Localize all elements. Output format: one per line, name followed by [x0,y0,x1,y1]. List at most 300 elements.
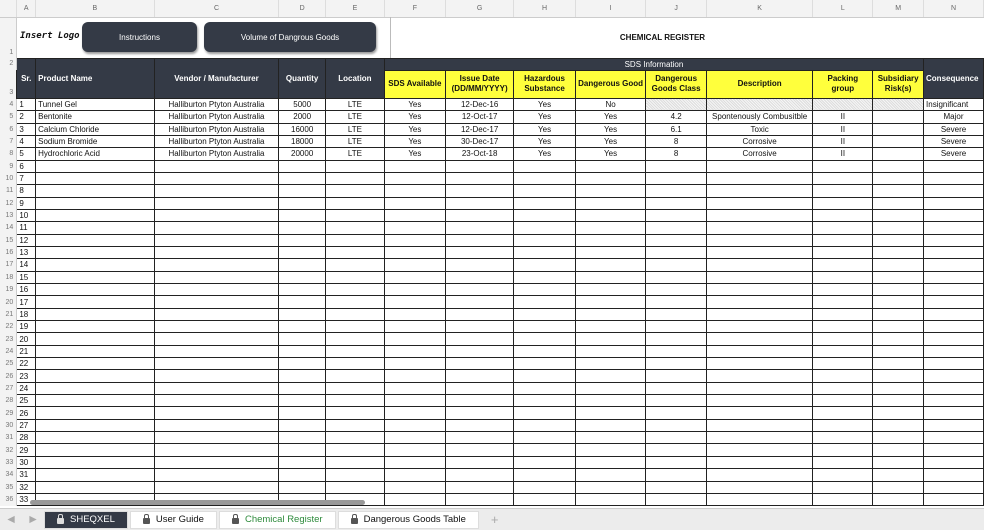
cell-dg-class[interactable] [646,185,706,197]
cell-hazardous[interactable] [514,395,575,407]
cell-consequence[interactable] [924,481,984,493]
cell-sds-available[interactable]: Yes [384,98,445,110]
cell-hazardous[interactable] [514,246,575,258]
cell-description[interactable] [706,308,813,320]
cell-description[interactable] [706,296,813,308]
cell-description[interactable] [706,444,813,456]
cell-product-name[interactable]: Bentonite [36,111,154,123]
cell-dg-class[interactable] [646,209,706,221]
cell-sds-available[interactable]: Yes [384,148,445,160]
cell-location[interactable]: LTE [325,135,384,147]
cell-hazardous[interactable] [514,271,575,283]
cell-packing-group[interactable]: II [813,111,873,123]
cell-location[interactable] [325,345,384,357]
cell-sr[interactable]: 20 [17,333,36,345]
cell-product-name[interactable] [36,456,154,468]
cell-product-name[interactable] [36,444,154,456]
cell-quantity[interactable] [279,284,326,296]
column-header[interactable]: E [325,0,384,17]
cell-dangerous-good[interactable] [575,246,646,258]
cell-packing-group[interactable] [813,321,873,333]
cell-sr[interactable]: 24 [17,382,36,394]
cell-sr[interactable]: 19 [17,321,36,333]
cell-consequence[interactable] [924,432,984,444]
cell-subsidiary-risk[interactable] [873,370,924,382]
cell-product-name[interactable] [36,284,154,296]
cell-description[interactable] [706,382,813,394]
cell-packing-group[interactable] [813,469,873,481]
cell-sr[interactable]: 2 [17,111,36,123]
cell-hazardous[interactable] [514,321,575,333]
cell-location[interactable] [325,481,384,493]
cell-consequence[interactable]: Severe [924,135,984,147]
cell-issue-date[interactable]: 12-Oct-17 [445,111,514,123]
cell-subsidiary-risk[interactable] [873,222,924,234]
column-header[interactable]: I [575,0,646,17]
cell-description[interactable] [706,345,813,357]
cell-product-name[interactable] [36,321,154,333]
cell-vendor[interactable] [154,172,279,184]
cell-packing-group[interactable] [813,296,873,308]
cell-dg-class[interactable] [646,444,706,456]
cell-location[interactable] [325,333,384,345]
cell-description[interactable] [706,172,813,184]
cell-issue-date[interactable] [445,382,514,394]
cell-description[interactable]: Corrosive [706,135,813,147]
cell-location[interactable] [325,456,384,468]
cell-hazardous[interactable] [514,493,575,505]
cell-vendor[interactable] [154,197,279,209]
cell-consequence[interactable] [924,271,984,283]
cell-hazardous[interactable] [514,222,575,234]
cell-subsidiary-risk[interactable] [873,481,924,493]
cell-subsidiary-risk[interactable] [873,382,924,394]
prev-sheet-icon[interactable]: ◀ [7,514,15,525]
cell-description[interactable]: Corrosive [706,148,813,160]
cell-description[interactable] [706,271,813,283]
cell-hazardous[interactable] [514,234,575,246]
cell-location[interactable] [325,209,384,221]
cell-sr[interactable]: 5 [17,148,36,160]
cell-issue-date[interactable] [445,493,514,505]
cell-packing-group[interactable] [813,209,873,221]
cell-consequence[interactable] [924,407,984,419]
cell-hazardous[interactable]: Yes [514,123,575,135]
cell-sds-available[interactable] [384,296,445,308]
cell-vendor[interactable] [154,222,279,234]
cell-issue-date[interactable] [445,160,514,172]
cell-sr[interactable]: 26 [17,407,36,419]
cell-packing-group[interactable] [813,333,873,345]
cell-vendor[interactable]: Halliburton Ptyton Australia [154,98,279,110]
cell-issue-date[interactable] [445,432,514,444]
cell-packing-group[interactable] [813,98,873,110]
cell-vendor[interactable] [154,259,279,271]
cell-dangerous-good[interactable] [575,271,646,283]
cell-dg-class[interactable] [646,234,706,246]
column-header[interactable]: N [924,0,984,17]
cell-issue-date[interactable] [445,271,514,283]
cell-hazardous[interactable] [514,370,575,382]
cell-sr[interactable]: 30 [17,456,36,468]
cell-quantity[interactable] [279,382,326,394]
cell-vendor[interactable] [154,444,279,456]
cell-sr[interactable]: 29 [17,444,36,456]
cell-sds-available[interactable] [384,284,445,296]
cell-dg-class[interactable] [646,246,706,258]
cell-dangerous-good[interactable] [575,419,646,431]
cell-issue-date[interactable] [445,209,514,221]
cell-consequence[interactable] [924,456,984,468]
cell-subsidiary-risk[interactable] [873,246,924,258]
cell-product-name[interactable] [36,432,154,444]
cell-packing-group[interactable]: II [813,123,873,135]
cell-subsidiary-risk[interactable] [873,209,924,221]
cell-dg-class[interactable] [646,160,706,172]
cell-sr[interactable]: 9 [17,197,36,209]
cell-issue-date[interactable] [445,234,514,246]
cell-consequence[interactable] [924,172,984,184]
cell-dangerous-good[interactable] [575,432,646,444]
cell-vendor[interactable] [154,333,279,345]
column-header[interactable]: M [873,0,924,17]
cell-packing-group[interactable] [813,284,873,296]
cell-issue-date[interactable] [445,358,514,370]
cell-issue-date[interactable] [445,481,514,493]
cell-sds-available[interactable] [384,333,445,345]
cell-product-name[interactable] [36,185,154,197]
cell-dg-class[interactable] [646,333,706,345]
cell-quantity[interactable] [279,481,326,493]
cell-quantity[interactable] [279,172,326,184]
cell-dangerous-good[interactable] [575,308,646,320]
cell-sr[interactable]: 18 [17,308,36,320]
cell-quantity[interactable] [279,456,326,468]
cell-sr[interactable]: 33 [17,493,36,505]
column-header[interactable]: K [706,0,813,17]
cell-hazardous[interactable] [514,407,575,419]
cell-quantity[interactable] [279,185,326,197]
cell-issue-date[interactable] [445,296,514,308]
cell-consequence[interactable] [924,234,984,246]
cell-description[interactable] [706,259,813,271]
cell-sr[interactable]: 15 [17,271,36,283]
cell-sr[interactable]: 13 [17,246,36,258]
column-header[interactable]: C [154,0,279,17]
cell-sds-available[interactable] [384,172,445,184]
cell-packing-group[interactable] [813,246,873,258]
cell-product-name[interactable] [36,246,154,258]
cell-dangerous-good[interactable] [575,345,646,357]
cell-subsidiary-risk[interactable] [873,308,924,320]
cell-description[interactable] [706,419,813,431]
column-header[interactable]: G [445,0,514,17]
cell-sds-available[interactable] [384,358,445,370]
cell-location[interactable]: LTE [325,148,384,160]
cell-hazardous[interactable] [514,358,575,370]
cell-location[interactable] [325,444,384,456]
cell-dangerous-good[interactable] [575,321,646,333]
cell-dangerous-good[interactable] [575,333,646,345]
cell-quantity[interactable] [279,469,326,481]
cell-quantity[interactable] [279,395,326,407]
cell-dangerous-good[interactable]: Yes [575,135,646,147]
cell-subsidiary-risk[interactable] [873,185,924,197]
cell-location[interactable] [325,296,384,308]
cell-product-name[interactable] [36,209,154,221]
cell-quantity[interactable]: 18000 [279,135,326,147]
cell-sds-available[interactable] [384,432,445,444]
cell-sr[interactable]: 25 [17,395,36,407]
cell-packing-group[interactable] [813,234,873,246]
cell-quantity[interactable]: 16000 [279,123,326,135]
cell-issue-date[interactable] [445,185,514,197]
cell-packing-group[interactable] [813,222,873,234]
cell-quantity[interactable] [279,407,326,419]
cell-vendor[interactable] [154,481,279,493]
cell-subsidiary-risk[interactable] [873,419,924,431]
cell-product-name[interactable] [36,407,154,419]
cell-issue-date[interactable] [445,456,514,468]
cell-packing-group[interactable] [813,382,873,394]
cell-sds-available[interactable] [384,197,445,209]
cell-dangerous-good[interactable] [575,444,646,456]
cell-vendor[interactable]: Halliburton Ptyton Australia [154,148,279,160]
cell-description[interactable] [706,246,813,258]
cell-subsidiary-risk[interactable] [873,444,924,456]
cell-consequence[interactable] [924,209,984,221]
cell-dg-class[interactable]: 4.2 [646,111,706,123]
cell-location[interactable] [325,259,384,271]
cell-dangerous-good[interactable] [575,222,646,234]
cell-dg-class[interactable]: 8 [646,135,706,147]
cell-location[interactable]: LTE [325,123,384,135]
cell-subsidiary-risk[interactable] [873,111,924,123]
cell-vendor[interactable] [154,407,279,419]
cell-product-name[interactable] [36,481,154,493]
cell-consequence[interactable]: Severe [924,123,984,135]
cell-subsidiary-risk[interactable] [873,148,924,160]
cell-consequence[interactable] [924,382,984,394]
cell-description[interactable] [706,358,813,370]
cell-location[interactable] [325,197,384,209]
cell-consequence[interactable] [924,296,984,308]
cell-subsidiary-risk[interactable] [873,395,924,407]
sheet-tab[interactable] [219,511,336,529]
cell-hazardous[interactable]: Yes [514,98,575,110]
cell-dangerous-good[interactable] [575,284,646,296]
cell-product-name[interactable] [36,160,154,172]
cell-issue-date[interactable]: 12-Dec-17 [445,123,514,135]
cell-issue-date[interactable] [445,172,514,184]
column-header[interactable]: B [36,0,154,17]
cell-description[interactable] [706,209,813,221]
cell-dg-class[interactable] [646,456,706,468]
cell-subsidiary-risk[interactable] [873,456,924,468]
cell-dg-class[interactable] [646,481,706,493]
cell-product-name[interactable] [36,222,154,234]
cell-vendor[interactable] [154,358,279,370]
cell-hazardous[interactable] [514,382,575,394]
cell-sds-available[interactable] [384,481,445,493]
cell-packing-group[interactable]: II [813,135,873,147]
cell-consequence[interactable] [924,370,984,382]
cell-quantity[interactable] [279,197,326,209]
cell-vendor[interactable] [154,246,279,258]
cell-location[interactable] [325,382,384,394]
cell-quantity[interactable] [279,259,326,271]
cell-dangerous-good[interactable] [575,172,646,184]
cell-hazardous[interactable] [514,308,575,320]
cell-sds-available[interactable] [384,370,445,382]
cell-product-name[interactable] [36,197,154,209]
cell-issue-date[interactable] [445,395,514,407]
cell-location[interactable]: LTE [325,111,384,123]
cell-dg-class[interactable] [646,407,706,419]
cell-dangerous-good[interactable] [575,481,646,493]
cell-hazardous[interactable] [514,259,575,271]
cell-dangerous-good[interactable] [575,296,646,308]
cell-vendor[interactable] [154,395,279,407]
cell-dg-class[interactable] [646,432,706,444]
cell-location[interactable] [325,234,384,246]
cell-sds-available[interactable] [384,246,445,258]
cell-sds-available[interactable] [384,209,445,221]
cell-quantity[interactable]: 5000 [279,98,326,110]
cell-dangerous-good[interactable] [575,407,646,419]
cell-packing-group[interactable] [813,345,873,357]
cell-quantity[interactable] [279,296,326,308]
cell-vendor[interactable]: Halliburton Ptyton Australia [154,123,279,135]
cell-subsidiary-risk[interactable] [873,98,924,110]
cell-packing-group[interactable]: II [813,148,873,160]
add-sheet-button[interactable]: + [490,512,499,527]
cell-vendor[interactable] [154,308,279,320]
cell-sds-available[interactable]: Yes [384,111,445,123]
cell-sds-available[interactable] [384,234,445,246]
cell-hazardous[interactable] [514,209,575,221]
cell-subsidiary-risk[interactable] [873,271,924,283]
cell-quantity[interactable] [279,234,326,246]
cell-consequence[interactable] [924,493,984,505]
cell-description[interactable] [706,185,813,197]
cell-description[interactable] [706,333,813,345]
cell-issue-date[interactable] [445,407,514,419]
cell-packing-group[interactable] [813,493,873,505]
cell-sds-available[interactable] [384,271,445,283]
cell-dg-class[interactable] [646,395,706,407]
cell-dg-class[interactable] [646,419,706,431]
cell-consequence[interactable] [924,395,984,407]
cell-dangerous-good[interactable] [575,493,646,505]
cell-subsidiary-risk[interactable] [873,432,924,444]
cell-product-name[interactable] [36,382,154,394]
cell-hazardous[interactable] [514,296,575,308]
cell-hazardous[interactable] [514,444,575,456]
cell-sr[interactable]: 3 [17,123,36,135]
cell-subsidiary-risk[interactable] [873,160,924,172]
cell-dangerous-good[interactable]: Yes [575,123,646,135]
cell-consequence[interactable]: Insignificant [924,98,984,110]
cell-issue-date[interactable] [445,308,514,320]
cell-consequence[interactable] [924,185,984,197]
cell-consequence[interactable] [924,321,984,333]
cell-description[interactable] [706,222,813,234]
column-header[interactable]: F [384,0,445,17]
cell-dg-class[interactable] [646,296,706,308]
cell-product-name[interactable] [36,345,154,357]
cell-packing-group[interactable] [813,419,873,431]
cell-dg-class[interactable] [646,284,706,296]
cell-quantity[interactable] [279,308,326,320]
cell-dangerous-good[interactable] [575,382,646,394]
cell-sds-available[interactable] [384,321,445,333]
sheet-tab[interactable] [130,511,217,529]
cell-consequence[interactable] [924,197,984,209]
cell-dangerous-good[interactable] [575,209,646,221]
cell-description[interactable]: Spontenously Combusitble [706,111,813,123]
cell-dangerous-good[interactable] [575,259,646,271]
cell-sr[interactable]: 12 [17,234,36,246]
cell-subsidiary-risk[interactable] [873,259,924,271]
cell-consequence[interactable] [924,160,984,172]
cell-dangerous-good[interactable] [575,395,646,407]
cell-dangerous-good[interactable] [575,185,646,197]
cell-dg-class[interactable] [646,271,706,283]
cell-sds-available[interactable] [384,185,445,197]
cell-dg-class[interactable] [646,321,706,333]
cell-quantity[interactable] [279,222,326,234]
cell-location[interactable] [325,271,384,283]
cell-description[interactable]: Toxic [706,123,813,135]
cell-sds-available[interactable] [384,395,445,407]
cell-sr[interactable]: 1 [17,98,36,110]
cell-packing-group[interactable] [813,197,873,209]
cell-hazardous[interactable] [514,172,575,184]
cell-product-name[interactable]: Tunnel Gel [36,98,154,110]
cell-location[interactable] [325,246,384,258]
cell-sr[interactable]: 7 [17,172,36,184]
cell-packing-group[interactable] [813,456,873,468]
cell-issue-date[interactable] [445,370,514,382]
cell-product-name[interactable] [36,271,154,283]
cell-location[interactable] [325,407,384,419]
cell-issue-date[interactable] [445,345,514,357]
cell-dangerous-good[interactable] [575,469,646,481]
cell-packing-group[interactable] [813,271,873,283]
cell-hazardous[interactable] [514,469,575,481]
cell-location[interactable] [325,160,384,172]
cell-issue-date[interactable]: 12-Dec-16 [445,98,514,110]
cell-packing-group[interactable] [813,395,873,407]
cell-quantity[interactable] [279,444,326,456]
cell-consequence[interactable] [924,358,984,370]
cell-quantity[interactable] [279,321,326,333]
horizontal-scrollbar[interactable] [30,500,365,505]
cell-issue-date[interactable]: 23-Oct-18 [445,148,514,160]
cell-vendor[interactable] [154,432,279,444]
cell-location[interactable] [325,321,384,333]
cell-issue-date[interactable] [445,246,514,258]
cell-quantity[interactable]: 20000 [279,148,326,160]
cell-sds-available[interactable]: Yes [384,123,445,135]
cell-dg-class[interactable] [646,469,706,481]
cell-location[interactable] [325,284,384,296]
cell-description[interactable] [706,284,813,296]
cell-dg-class[interactable] [646,345,706,357]
cell-quantity[interactable] [279,419,326,431]
cell-product-name[interactable]: Calcium Chloride [36,123,154,135]
